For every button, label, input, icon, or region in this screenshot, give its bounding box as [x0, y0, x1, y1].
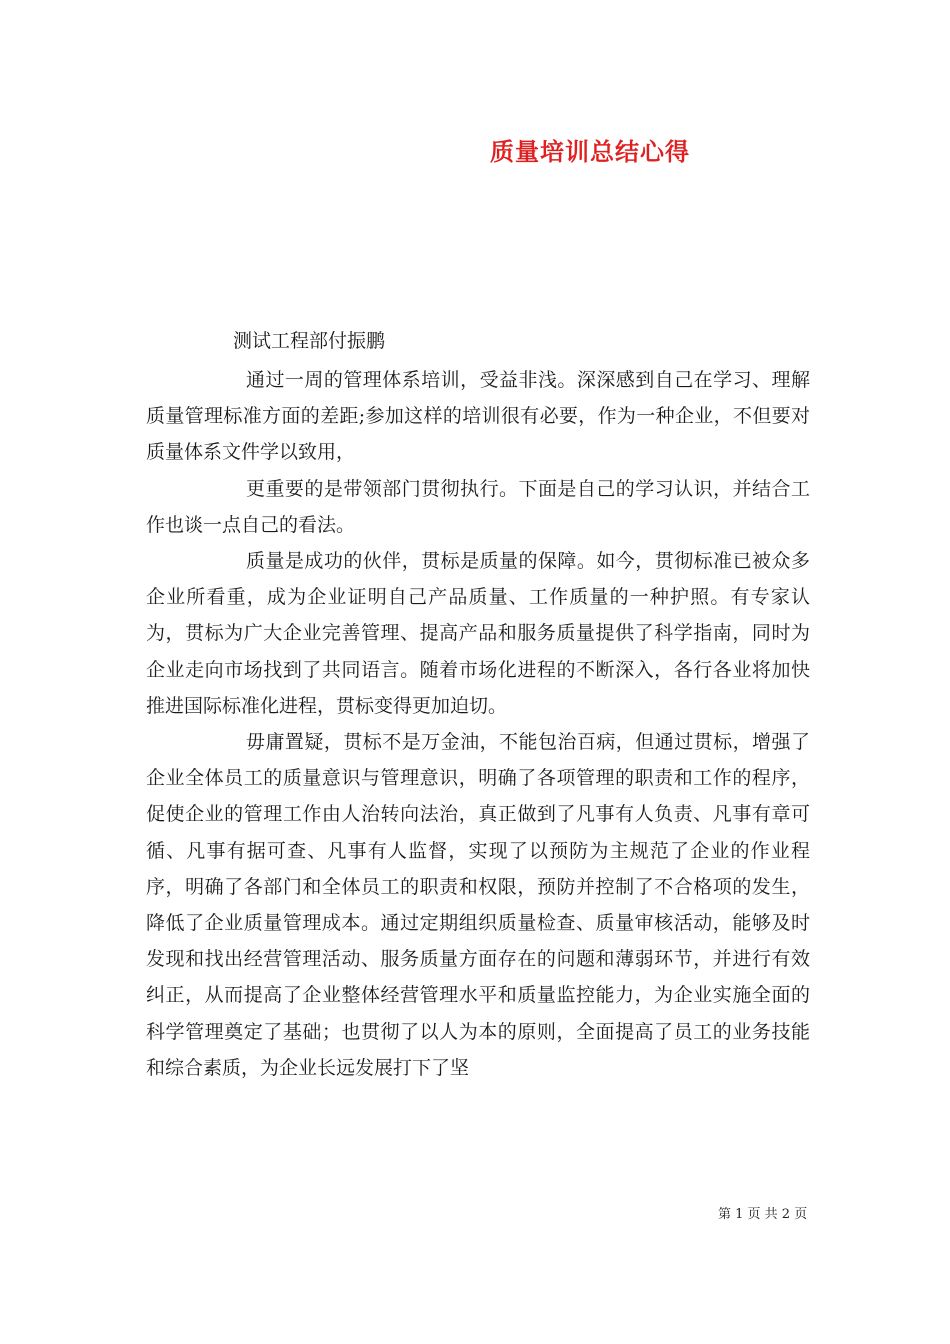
paragraph-1: 通过一周的管理体系培训，受益非浅。深深感到自己在学习、理解质量管理标准方面的差距;参加这样的培训很有必要，作为一种企业，不但要对质量体系文件学以致用，: [146, 369, 810, 464]
page-indicator: 第 1 页 共 2 页: [718, 1207, 808, 1222]
paragraph-4: 毋庸置疑，贯标不是万金油，不能包治百病，但通过贯标，增强了企业全体员工的质量意识与管理意识，明确了各项管理的职责和工作的程序，促使企业的管理工作由人治转向法治，真正做到了凡事有人负责、凡事有章可循、凡事有据可查、凡事有人监督，实现了以预防为主规范了企业的作业程序，明确了各部门和全体员工的职责和权限，预防并控制了不合格项的发生，降低了企业质量管理成本。通过定期组织质量检查、质量审核活动，能够及时发现和找出经营管理活动、服务质量方面存在的问题和薄弱环节，并进行有效纠正，从而提高了企业整体经营管理水平和质量监控能力，为企业实施全面的科学管理奠定了基础；也贯彻了以人为本的原则，全面提高了员工的业务技能和综合素质，为企业长远发展打下了坚: [146, 731, 810, 1079]
paragraph-3: 质量是成功的伙伴，贯标是质量的保障。如今，贯彻标准已被众多企业所看重，成为企业证明自己产品质量、工作质量的一种护照。有专家认为，贯标为广大企业完善管理、提高产品和服务质量提供了科学指南，同时为企业走向市场找到了共同语言。随着市场化进程的不断深入，各行各业将加快推进国际标准化进程，贯标变得更加迫切。: [146, 550, 810, 717]
paragraph-2: 更重要的是带领部门贯彻执行。下面是自己的学习认识，并结合工作也谈一点自己的看法。: [146, 477, 810, 536]
author-line: 测试工程部付振鹏: [233, 330, 386, 352]
document-body: [146, 362, 810, 1086]
page-title: 质量培训总结心得: [490, 137, 690, 166]
